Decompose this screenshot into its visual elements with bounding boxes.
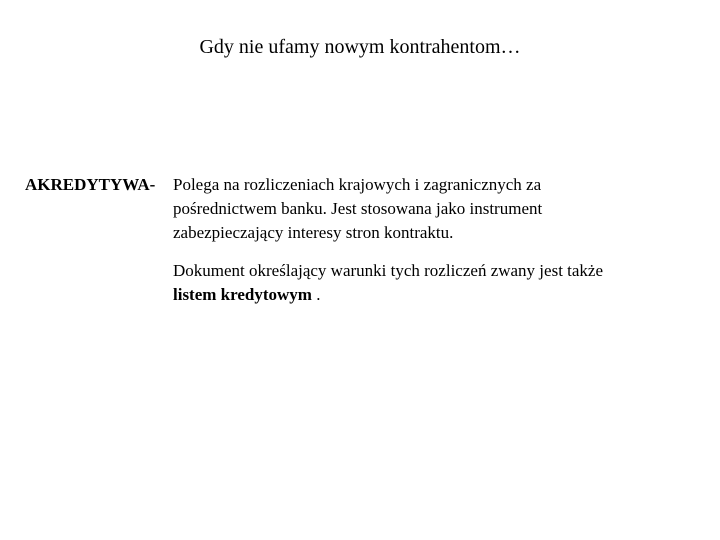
definition-line-3: zabezpieczający interesy stron kontraktu.: [173, 223, 454, 242]
term-label: AKREDYTYWA-: [25, 175, 156, 194]
note-line-2: [173, 283, 693, 307]
definition-line-2: pośrednictwem banku. Jest stosowana jako instrument: [173, 199, 543, 218]
note-paragraph: [173, 259, 693, 307]
definition-block: [173, 173, 693, 307]
slide-title: Gdy nie ufamy nowym kontrahentom…: [199, 36, 521, 58]
note-bold-term: listem kredytowym: [173, 285, 312, 304]
note-line-1: Dokument określający warunki tych rozliczeń zwany jest także: [173, 261, 604, 280]
definition-line-1: Polega na rozliczeniach krajowych i zagranicznych za: [173, 175, 542, 194]
note-end: .: [311, 285, 321, 304]
